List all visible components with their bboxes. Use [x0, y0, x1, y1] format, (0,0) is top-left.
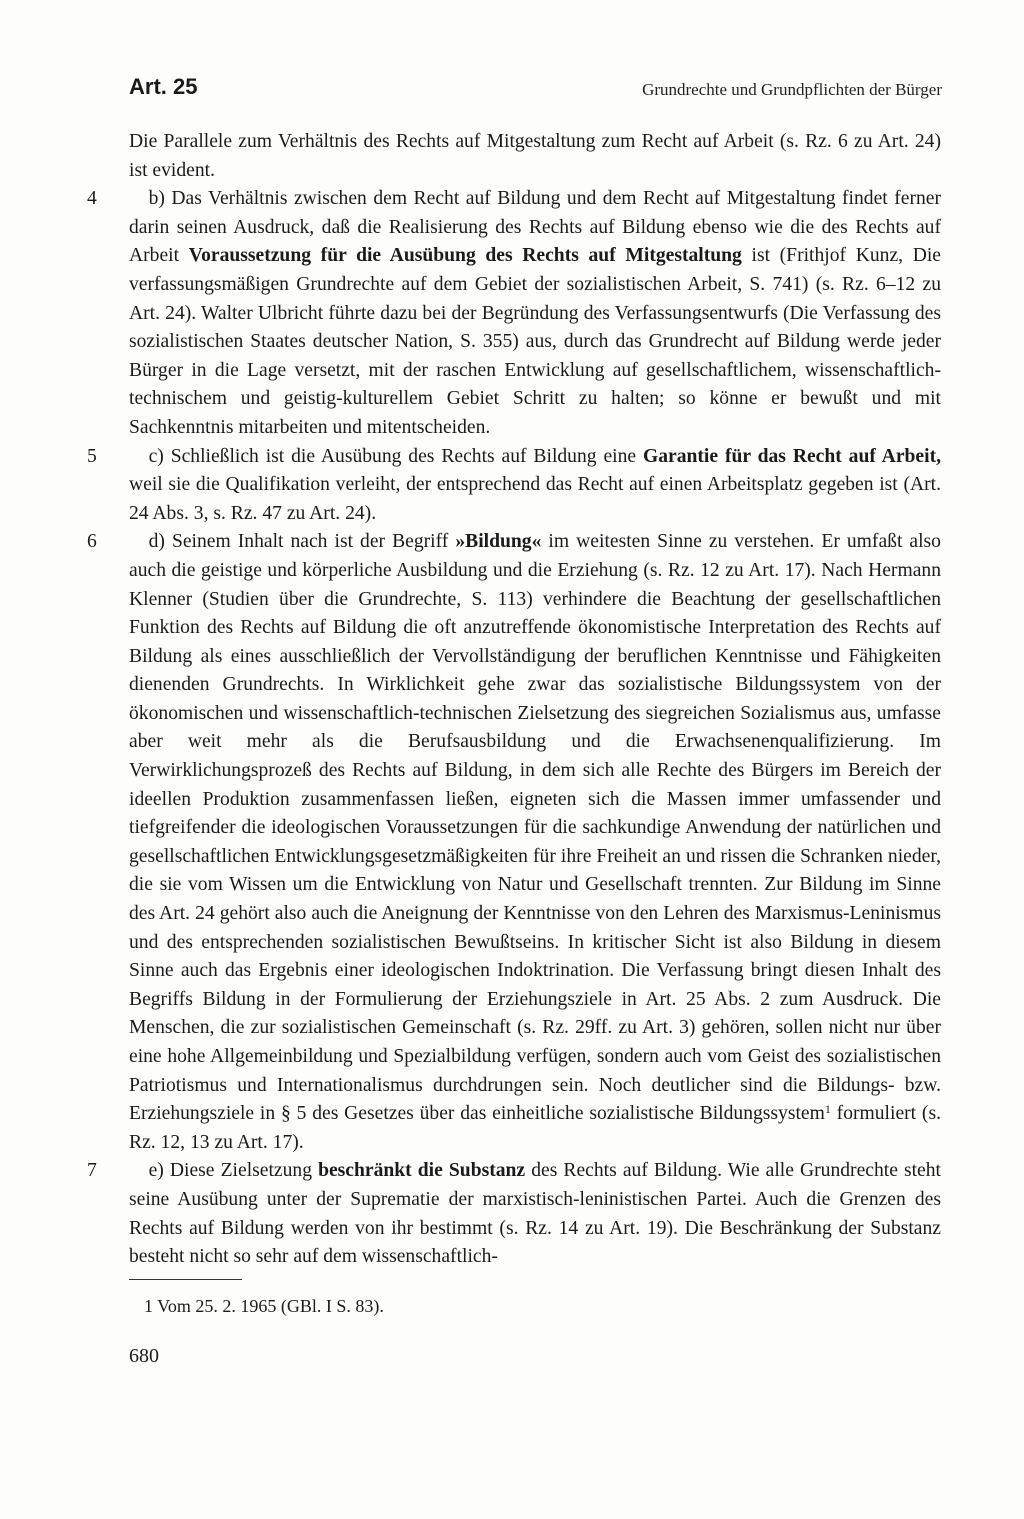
margin-number: 5 [87, 445, 97, 467]
body-text [87, 128, 941, 1272]
page-number: 680 [129, 1345, 159, 1367]
paragraph-text: d) Seinem Inhalt nach ist der Begriff [148, 531, 456, 553]
emphasis-text: Voraussetzung für die Ausübung des Rechts auf Mitgestaltung [188, 245, 742, 267]
emphasis-text: beschränkt die Substanz [318, 1160, 526, 1182]
paragraph-text: des Rechts auf Bildung. Wie alle Grundrechte steht seine Ausübung unter der Suprematie der marxistisch-leninistischen Partei. Auch die Grenzen des Rechts auf Bildung werden von ihr bestimmt (s. Rz. 14 zu Art. 19). Die Beschränkung der Substanz besteht nicht so sehr auf dem wissenschaftlich- [129, 1160, 941, 1268]
margin-number: 6 [87, 531, 97, 553]
paragraph-text: b) Das Verhältnis zwischen dem Recht auf Bildung und dem Recht auf Mitgestaltung findet ferner darin seinen Ausdruck, daß die Realisierung des Rechts auf Bildung ebenso wie die des Rechts auf Arbeit [129, 188, 941, 267]
footnote-reference: 1 [824, 1102, 831, 1117]
emphasis-text: »Bildung« [455, 531, 542, 553]
paragraph-text: weil sie die Qualifikation verleiht, der entsprechend das Recht auf einen Arbeitsplatz gegeben ist (Art. 24 Abs. 3, s. Rz. 47 zu Art. 24). [129, 474, 941, 524]
article-heading: Art. 25 [129, 74, 198, 99]
paragraph [87, 1157, 941, 1271]
margin-number: 4 [87, 188, 97, 210]
footnote: 1 Vom 25. 2. 1965 (GBl. I S. 83). [144, 1296, 384, 1316]
running-title: Grundrechte und Grundpflichten der Bürger [642, 80, 942, 99]
footnote-divider [129, 1279, 242, 1280]
emphasis-text: Garantie für das Recht auf Arbeit, [642, 445, 941, 467]
paragraph-text: formuliert (s. Rz. 12, 13 zu Art. 17). [129, 1103, 941, 1153]
paragraph [87, 443, 941, 529]
paragraph-text: im weitesten Sinne zu verstehen. Er umfaßt also auch die geistige und körperliche Ausbildung und die Erziehung (s. Rz. 12 zu Art. 17). Nach Hermann Klenner (Studien über die Grundrechte, S. 113) verhindere die Beachtung der gesellschaftlichen Funktion des Rechts auf Bildung die oft anzutreffende ökonomistische Interpretation des Rechts auf Bildung als eines ausschließlich der Vervollständigung der beruflichen Kenntnisse und Fähigkeiten dienenden Grundrechts. In Wirklichkeit gehe zwar das sozialistische Bildungssystem von der ökonomischen und wissenschaftlich-technischen Zielsetzung des siegreichen Sozialismus aus, umfasse aber weit mehr als die Berufsausbildung und die Erwachsenenqualifizierung. Im Verwirklichungsprozeß des Rechts auf Bildung, in dem sich alle Rechte des Bürgers im Bereich der ideellen Produktion zusammenfassen ließen, eigneten sich die Massen immer umfassender und tiefgreifender die ideologischen Voraussetzungen für die sachkundige Anwendung der natürlichen und gesellschaftlichen Entwicklungsgesetzmäßigkeiten für ihre Freiheit an und rissen die Schranken nieder, die sie vom Wissen um die Entwicklung von Natur und Gesellschaft trennten. Zur Bildung im Sinne des Art. 24 gehört also auch die Aneignung der Kenntnisse von den Lehren des Marxismus-Leninismus und des entsprechenden sozialistischen Bewußtseins. In kritischer Sicht ist also Bildung in diesem Sinne auch das Ergebnis einer ideologischen Indoktrination. Die Verfassung bringt diesen Inhalt des Begriffs Bildung in der Formulierung der Erziehungsziele in Art. 25 Abs. 2 zum Ausdruck. Die Menschen, die zur sozialistischen Gemeinschaft (s. Rz. 29ff. zu Art. 3) gehören, sollen nicht nur über eine hohe Allgemeinbildung und Spezialbildung verfügen, sondern auch vom Geist des sozialistischen Patriotismus und Internationalismus durchdrungen sein. Noch deutlicher sind die Bildungs- bzw. Erziehungsziele in § 5 des Gesetzes über das einheitliche sozialistische Bildungssystem [129, 531, 941, 1125]
paragraph [87, 528, 941, 1157]
paragraph-text: e) Diese Zielsetzung [148, 1160, 319, 1182]
paragraph-text: ist (Frithjof Kunz, Die verfassungsmäßigen Grundrechte auf dem Gebiet der sozialistischen Arbeit, S. 741) (s. Rz. 6–12 zu Art. 24). Walter Ulbricht führte dazu bei der Begründung des Verfassungsentwurfs (Die Verfassung des sozialistischen Staates deutscher Nation, S. 355) aus, durch das Grundrecht auf Bildung werde jeder Bürger in die Lage versetzt, mit der raschen Entwicklung auf gesellschaftlichem, wissenschaftlich-technischem und geistig-kulturellem Gebiet Schritt zu halten; so könne er bewußt und mit Sachkenntnis mitarbeiten und mitentscheiden. [129, 245, 941, 438]
margin-number: 7 [87, 1160, 97, 1182]
paragraph [129, 128, 941, 185]
paragraph-text: c) Schließlich ist die Ausübung des Rechts auf Bildung eine [148, 445, 643, 467]
paragraph [87, 185, 941, 442]
paragraph-text: Die Parallele zum Verhältnis des Rechts auf Mitgestaltung zum Recht auf Arbeit (s. Rz. 6 zu Art. 24) ist evident. [129, 131, 941, 181]
